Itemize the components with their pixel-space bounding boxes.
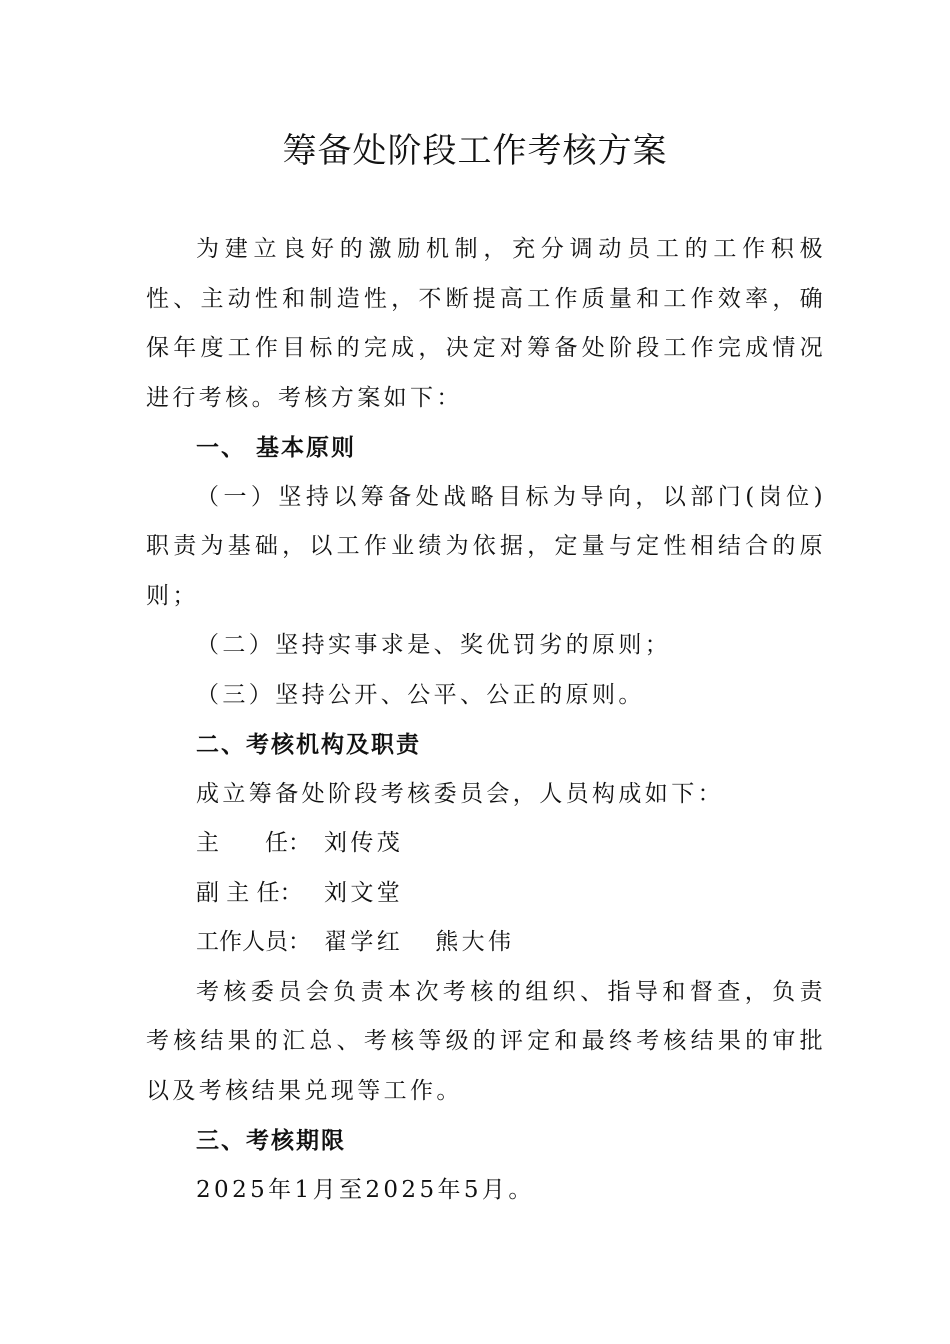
section-1-heading: 一、 基本原则 <box>196 434 357 461</box>
member-name: 熊大伟 <box>435 929 515 955</box>
document-body <box>146 225 826 1215</box>
member-label: 工作人员： <box>196 929 311 955</box>
section-2-heading: 二、考核机构及职责 <box>196 731 421 758</box>
committee-intro: 成立筹备处阶段考核委员会，人员构成如下： <box>196 780 724 807</box>
document-title: 筹备处阶段工作考核方案 <box>282 131 668 171</box>
member-label: 副 主 任： <box>196 879 303 906</box>
intro-paragraph: 为建立良好的激励机制，充分调动员工的工作积极性、主动性和制造性，不断提高工作质量和工作效率，确保年度工作目标的完成，决定对筹备处阶段工作完成情况进行考核。考核方案如下： <box>146 236 826 411</box>
member-name: 刘文堂 <box>324 879 404 906</box>
member-name: 刘传茂 <box>324 830 404 856</box>
member-label: 主 任： <box>196 830 311 856</box>
principle-1: （一）坚持以筹备处战略目标为导向，以部门(岗位)职责为基础，以工作业绩为依据，定量与定性相结合的原则； <box>146 483 826 609</box>
principle-3: （三）坚持公开、公平、公正的原则。 <box>196 681 645 708</box>
member-name: 翟学红 <box>324 929 404 955</box>
member-row-staff <box>146 918 826 968</box>
member-row-deputy <box>146 869 826 919</box>
assessment-period: 2025年1月至2025年5月。 <box>196 1176 535 1203</box>
principle-2: （二）坚持实事求是、奖优罚劣的原则； <box>196 632 672 658</box>
member-row-director <box>146 819 826 869</box>
committee-duty: 考核委员会负责本次考核的组织、指导和督查，负责考核结果的汇总、考核等级的评定和最终考核结果的审批以及考核结果兑现等工作。 <box>146 978 826 1104</box>
section-3-heading: 三、考核期限 <box>196 1127 346 1154</box>
